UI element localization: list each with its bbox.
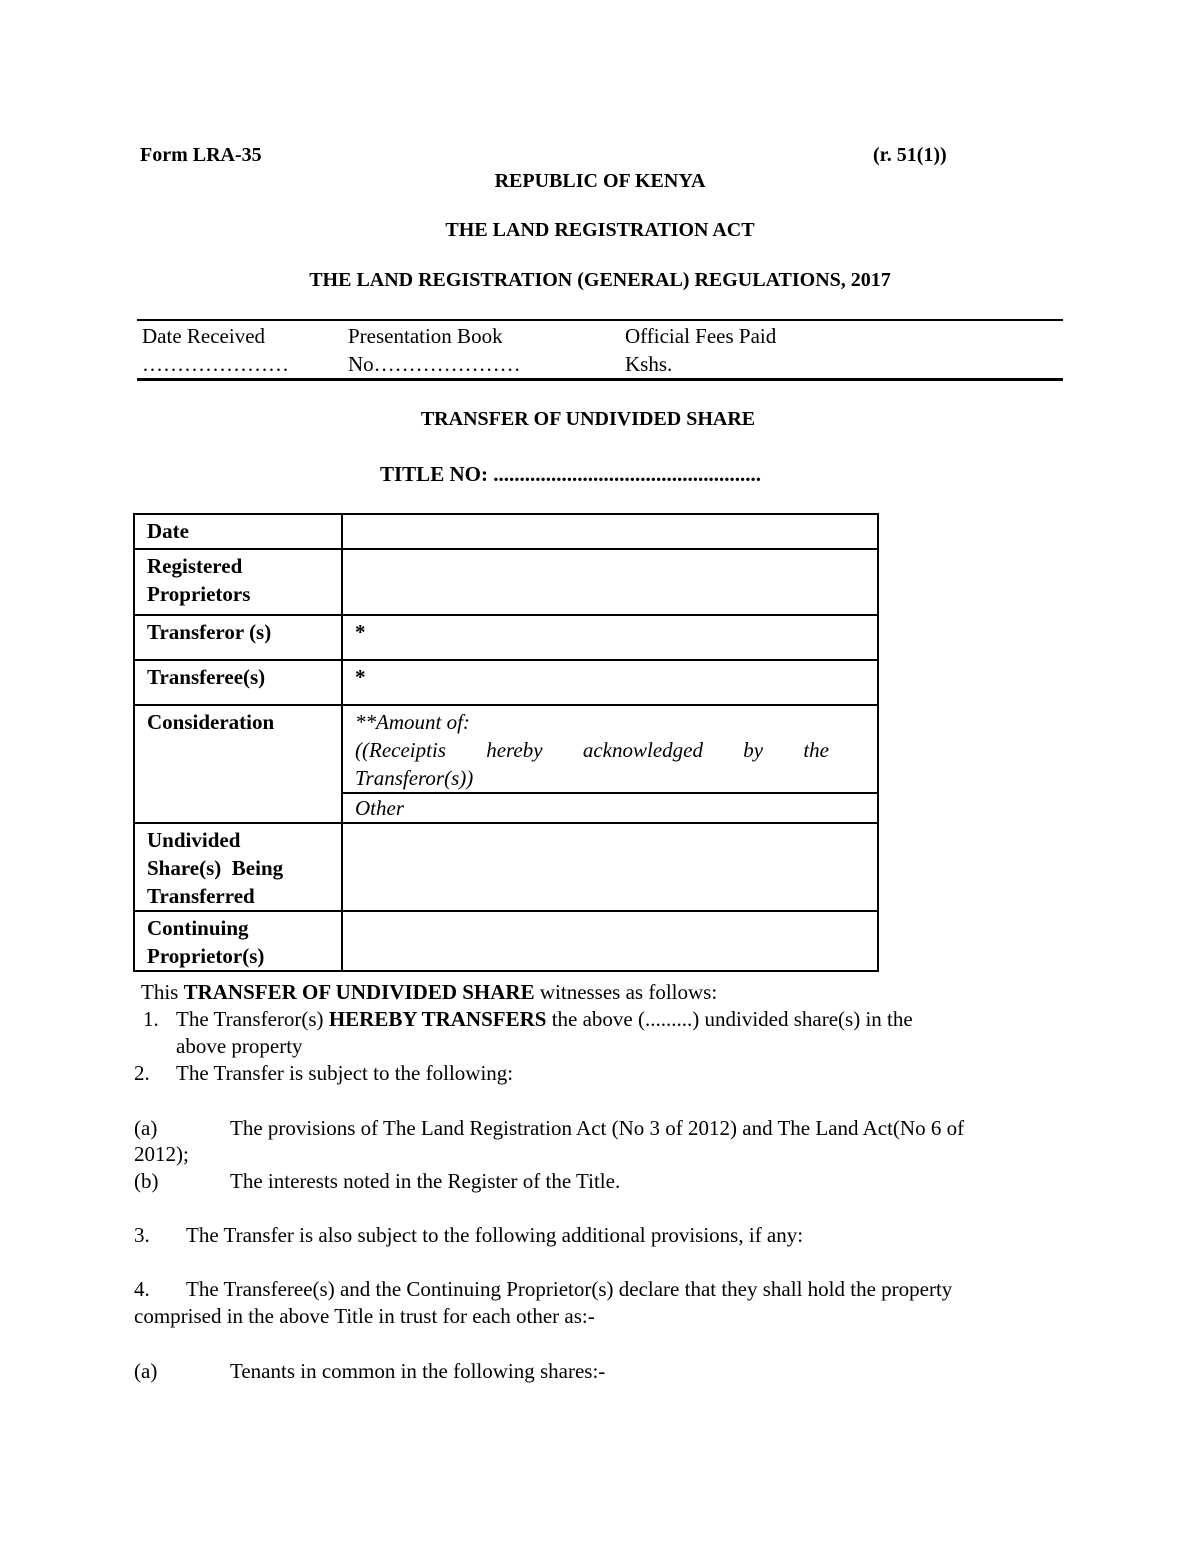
row-transferor [134, 615, 878, 660]
intro-paragraph [141, 980, 717, 1005]
date-received-block [142, 322, 289, 378]
bottom-rule [137, 378, 1063, 381]
clause-a-label: (a) [134, 1116, 158, 1140]
receipt-line [355, 736, 865, 764]
presentation-book-label: Presentation Book [348, 324, 503, 348]
date-received-dots: ………………… [142, 352, 289, 376]
transferor-label: Transferor (s) [134, 615, 342, 660]
undivided-share-field[interactable] [342, 823, 878, 911]
regulations-heading: THE LAND REGISTRATION (GENERAL) REGULATIONS, 2017 [309, 269, 891, 291]
continuing-label-line-2: Proprietor(s) [147, 944, 265, 968]
amount-line: **Amount of: [355, 710, 470, 734]
date-field[interactable] [342, 514, 878, 549]
row-consideration [134, 705, 878, 793]
continuing-proprietors-field[interactable] [342, 911, 878, 971]
item-2-number: 2. [134, 1061, 150, 1085]
item-1-text [176, 1007, 913, 1032]
receipt-word-4: by [743, 738, 764, 762]
form-title: TRANSFER OF UNDIVIDED SHARE [420, 408, 756, 430]
continuing-proprietors-label [134, 911, 342, 971]
row-undivided-share [134, 823, 878, 911]
form-number: Form LRA-35 [140, 144, 262, 166]
top-rule [137, 319, 1063, 321]
item-1-post: the above (.........) undivided share(s) in the [546, 1007, 913, 1031]
item-1-pre: The Transferor(s) [176, 1007, 329, 1031]
registered-label-line-1: Registered [147, 554, 243, 578]
row-date [134, 514, 878, 549]
continuing-label-line-1: Continuing [147, 916, 249, 940]
undivided-label-line-2: Share(s) Being [147, 856, 284, 880]
receipt-word-1: ((Receiptis [355, 738, 446, 762]
receipt-word-3: acknowledged [582, 738, 703, 762]
clause-a2-text: Tenants in common in the following shares:- [230, 1359, 606, 1383]
official-fees-currency: Kshs. [625, 352, 673, 376]
item-1-continuation: above property [176, 1034, 303, 1058]
undivided-label-line-1: Undivided [147, 828, 241, 852]
receipt-line-2: Transferor(s)) [355, 766, 474, 790]
country-heading: REPUBLIC OF KENYA [494, 170, 706, 192]
receipt-word-2: hereby [486, 738, 543, 762]
undivided-label-line-3: Transferred [147, 884, 255, 908]
item-2-text: The Transfer is subject to the following: [176, 1061, 514, 1085]
intro-text-pre: This [141, 980, 184, 1004]
date-label: Date [134, 514, 342, 549]
presentation-book-block [348, 322, 521, 378]
consideration-amount-field[interactable] [342, 705, 878, 793]
registered-label-line-2: Proprietors [147, 582, 251, 606]
date-received-label: Date Received [142, 324, 266, 348]
item-3-text: The Transfer is also subject to the following additional provisions, if any: [186, 1223, 804, 1247]
registered-proprietors-label [134, 549, 342, 615]
rule-reference: (r. 51(1)) [873, 144, 947, 166]
transferee-field[interactable]: * [342, 660, 878, 705]
clause-a2-label: (a) [134, 1359, 158, 1383]
item-4-number: 4. [134, 1277, 150, 1301]
clause-b-text: The interests noted in the Register of the Title. [230, 1169, 621, 1193]
clause-a-text: The provisions of The Land Registration Act (No 3 of 2012) and The Land Act(No 6 of [230, 1116, 965, 1140]
intro-text-post: witnesses as follows: [534, 980, 718, 1004]
receipt-word-5: the [803, 738, 829, 762]
item-1-number: 1. [143, 1007, 159, 1031]
transferor-field[interactable]: * [342, 615, 878, 660]
row-transferee [134, 660, 878, 705]
consideration-label: Consideration [134, 705, 342, 823]
item-1-bold: HEREBY TRANSFERS [328, 1007, 547, 1031]
clause-b-label: (b) [134, 1169, 159, 1193]
presentation-book-no: No………………… [348, 352, 521, 376]
item-4-continuation: comprised in the above Title in trust for each other as:- [134, 1304, 595, 1328]
item-3-number: 3. [134, 1223, 150, 1247]
act-heading: THE LAND REGISTRATION ACT [445, 219, 755, 241]
transfer-details-table [133, 513, 879, 972]
transferee-label: Transferee(s) [134, 660, 342, 705]
title-number-label: TITLE NO [380, 462, 481, 486]
registered-proprietors-field[interactable] [342, 549, 878, 615]
intro-text-bold: TRANSFER OF UNDIVIDED SHARE [183, 980, 535, 1004]
official-fees-label: Official Fees Paid [625, 324, 777, 348]
clause-a-continuation: 2012); [134, 1142, 189, 1166]
title-number-dots: : ................................................... [480, 462, 761, 486]
title-number-line [380, 462, 761, 487]
official-fees-block [625, 322, 776, 378]
undivided-share-label [134, 823, 342, 911]
row-continuing-proprietors [134, 911, 878, 971]
item-4-text: The Transferee(s) and the Continuing Proprietor(s) declare that they shall hold the property [186, 1277, 953, 1301]
row-registered-proprietors [134, 549, 878, 615]
consideration-other-field[interactable]: Other [342, 793, 878, 823]
